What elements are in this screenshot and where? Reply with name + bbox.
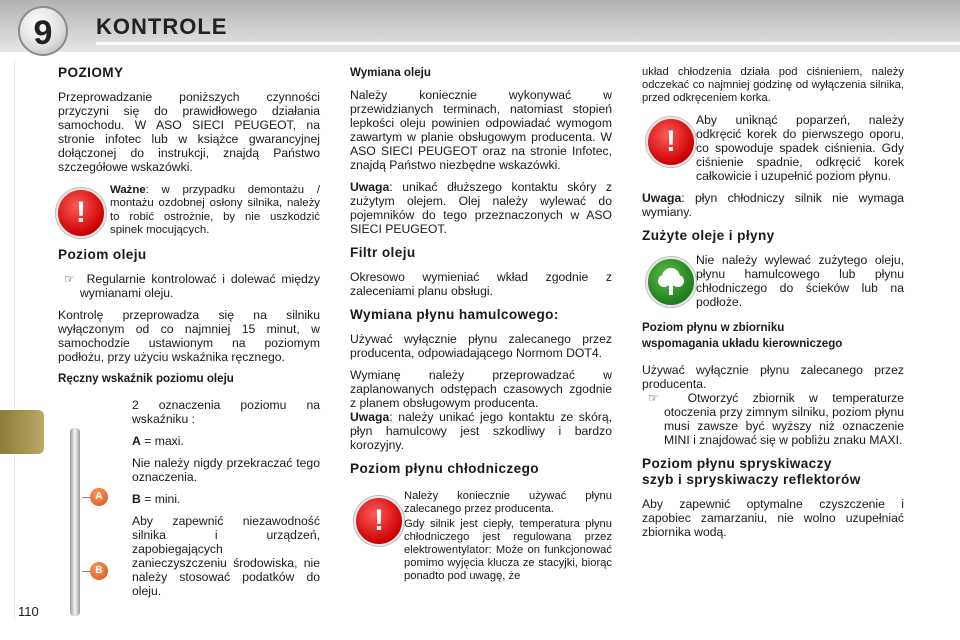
note-label: Uwaga xyxy=(642,191,682,205)
coolant-warning-2: Gdy silnik jest ciepły, temperatura płynu chłodniczego jest regulowana przez elektrowentylator: Może on funkcjonować pomimo wyjęcia klucza ze stacyjki, biorąc ponadto pod uwagę, że xyxy=(404,518,612,582)
column-2 xyxy=(350,64,612,591)
intro-paragraph: Przeprowadzanie poniższych czynności przyczyni się do prawidłowego działania samochodu. W ASO SIECI PEUGEOT, na stronie infotec lub w książce gwarancyjnej dołączonej do instrukcji, znajdą Państwo szczegółowe wskazówki. xyxy=(58,90,320,174)
column-3 xyxy=(642,64,904,547)
coolant-heading: Poziom płynu chłodniczego xyxy=(350,461,539,476)
dipstick-description xyxy=(132,398,320,598)
brake-note-text: : należy unikać jego kontaktu ze skórą, płyn hamulcowy jest szkodliwy i bardzo korozyjny. xyxy=(350,410,612,452)
hand-pointer-icon: ☞ xyxy=(64,271,75,286)
oil-level-heading: Poziom oleju xyxy=(58,246,147,262)
brake-paragraph-2: Wymianę należy przeprowadzać w zaplanowanych odstępach czasowych zgodnie z planem obsługowym producenta. xyxy=(350,368,612,410)
mark-a-label: A xyxy=(132,433,141,448)
burn-warning-box xyxy=(642,113,904,183)
mark-a-text: = maxi. xyxy=(140,433,184,448)
burn-warning-text: Aby uniknąć poparzeń, należy odkręcić korek do pierwszego oporu, co spowoduje spadek ciśnienia. Gdy ciśnienie spadnie, odkręcić korek całkowicie i uzupełnić poziom płynu. xyxy=(696,113,904,183)
brake-fluid-heading: Wymiana płynu hamulcowego: xyxy=(350,307,559,322)
dipstick-intro: 2 oznaczenia poziomu na wskaźniku : xyxy=(132,397,320,426)
oil-change-note xyxy=(350,180,612,236)
warning-box xyxy=(58,184,320,238)
steering-heading-line-2: wspomagania układu kierowniczego xyxy=(642,337,843,350)
mark-a-badge: A xyxy=(90,488,108,506)
section-title-poziomy: POZIOMY xyxy=(58,65,124,80)
oil-change-note-text: : unikać dłuższego kontaktu skóry z zużytym olejem. Olej należy wylewać do pojemników do tego przeznaczonych w ASO SIECI PEUGEOT. xyxy=(350,180,612,236)
washer-heading-line-2: szyb i spryskiwaczy reflektorów xyxy=(642,472,861,487)
filter-paragraph: Okresowo wymieniać wkład zgodnie z zaleceniami planu obsługi. xyxy=(350,270,612,298)
note-label: Uwaga xyxy=(350,180,390,194)
dipstick-icon xyxy=(70,428,80,616)
chapter-title: KONTROLE xyxy=(96,14,228,39)
filter-heading: Filtr oleju xyxy=(350,245,416,260)
oil-bullet xyxy=(58,272,320,300)
dipstick-heading: Ręczny wskaźnik poziomu oleju xyxy=(58,371,234,385)
mark-b-line xyxy=(132,492,320,506)
warning-text: : w przypadku demontażu / montażu ozdobnej osłony silnika, należy to robić ostrożnie, by nie uszkodzić spinek mocujących. xyxy=(110,184,320,237)
warning-icon: ! xyxy=(56,188,106,238)
oil-bullet-text: Regularnie kontrolować i dolewać między wymianami oleju. xyxy=(80,271,320,300)
chapter-header xyxy=(0,0,960,52)
coolant-continuation: układ chłodzenia działa pod ciśnieniem, należy odczekać co najmniej godzinę od wyłączenia silnika, przed odkręceniem korka. xyxy=(642,66,904,104)
coolant-note xyxy=(642,191,904,219)
warning-icon: ! xyxy=(354,496,404,546)
column-1 xyxy=(58,64,320,606)
steering-heading-line-1: Poziom płynu w zbiorniku xyxy=(642,321,785,334)
brake-note xyxy=(350,410,612,452)
oil-change-heading: Wymiana oleju xyxy=(350,66,431,79)
brake-paragraph-1: Używać wyłącznie płynu zalecanego przez producenta, odpowiadającego Normom DOT4. xyxy=(350,332,612,360)
mark-b-text: = mini. xyxy=(140,491,181,506)
coolant-warning-1: Należy koniecznie używać płynu zalecanego przez producenta. xyxy=(404,490,612,515)
mark-a-note: Nie należy nigdy przekraczać tego oznaczenia. xyxy=(132,455,320,484)
washer-paragraph: Aby zapewnić optymalne czyszczenie i zapobiec zamarzaniu, nie wolno uzupełniać zbiornika wodą. xyxy=(642,497,904,539)
header-divider xyxy=(96,42,960,45)
mark-b-label: B xyxy=(132,491,141,506)
hand-pointer-icon: ☞ xyxy=(648,391,659,405)
coolant-note-text: : płyn chłodniczy silnik nie wymaga wymiany. xyxy=(642,191,904,219)
eco-box xyxy=(642,253,904,309)
waste-fluids-heading: Zużyte oleje i płyny xyxy=(642,228,775,243)
mark-b-badge: B xyxy=(90,562,108,580)
steering-bullet xyxy=(642,391,904,447)
oil-check-paragraph: Kontrolę przeprowadza się na silniku wyłączonym od co najmniej 15 minut, w samochodzie ustawionym na poziomym podłożu, przy użyciu wskaźnika ręcznego. xyxy=(58,307,320,364)
coolant-warning-box xyxy=(350,490,612,583)
waste-text: Nie należy wylewać zużytego oleju, płynu hamulcowego lub płynu chłodniczego do ścieków lub na podłoże. xyxy=(696,253,904,309)
warning-paragraph xyxy=(110,184,320,238)
chapter-number-badge: 9 xyxy=(18,6,68,56)
warning-label: Ważne xyxy=(110,184,146,196)
mark-b-note: Aby zapewnić niezawodność silnika i urządzeń, zapobiegających zanieczyszczeniu środowiska, nie należy stosować podatków do oleju. xyxy=(132,513,320,598)
warning-icon: ! xyxy=(646,117,696,167)
steering-paragraph: Używać wyłącznie płynu zalecanego przez producenta. xyxy=(642,363,904,391)
chapter-side-tab xyxy=(0,410,44,454)
oil-change-paragraph: Należy koniecznie wykonywać w przewidzianych terminach, natomiast stopień lepkości oleju powinien odpowiadać wymogom zawartym w planie obsługowym producenta. W ASO SIECI PEUGEOT oraz na stronie Infotec, znajdą Państwo niezbędne wskazówki. xyxy=(350,88,612,172)
eco-tree-icon xyxy=(646,257,696,307)
left-margin-line xyxy=(0,60,15,620)
note-label: Uwaga xyxy=(350,410,390,424)
mark-a-line xyxy=(132,434,320,448)
washer-heading-line-1: Poziom płynu spryskiwaczy xyxy=(642,456,832,471)
page-number: 110 xyxy=(18,604,39,619)
steering-bullet-text: Otworzyć zbiornik w temperaturze otoczenia przy zimnym silniku, poziom płynu musi zawsze być wyższy niż oznaczenie MINI i znajdować się w pobliżu znaku MAXI. xyxy=(664,391,904,447)
